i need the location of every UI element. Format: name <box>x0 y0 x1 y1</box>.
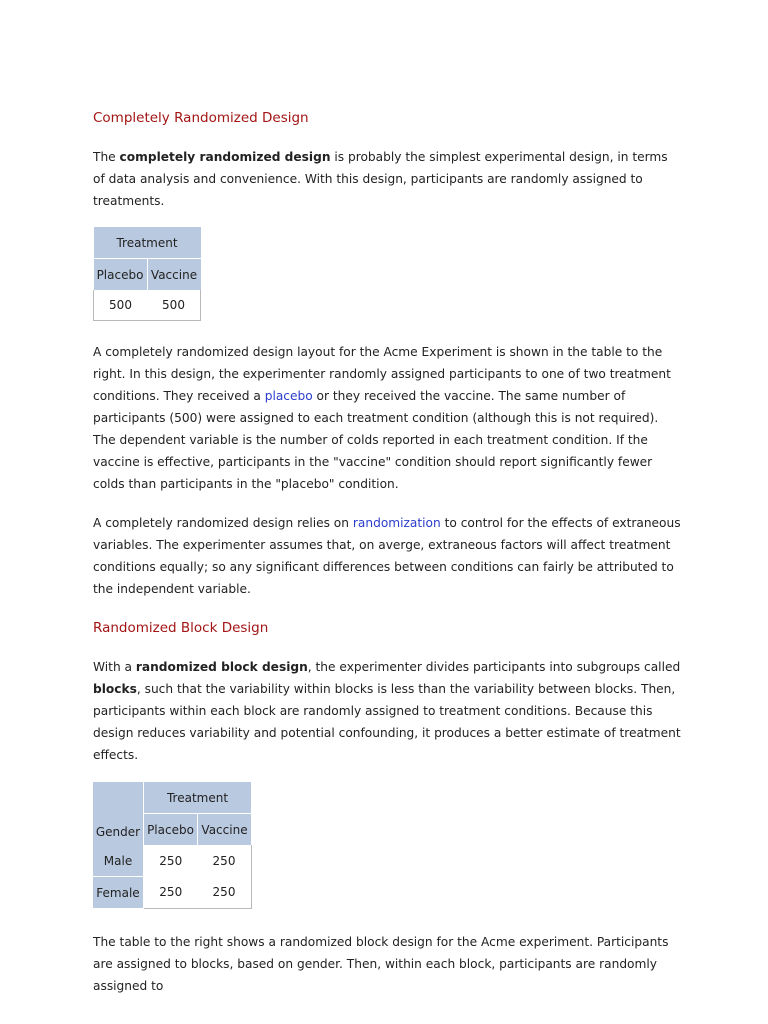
table-col-header-vaccine: Vaccine <box>147 259 201 291</box>
placebo-link[interactable]: placebo <box>264 389 313 403</box>
document-content <box>93 108 683 997</box>
section-heading-randomized-block: Randomized Block Design <box>93 620 269 636</box>
table-cell: 500 <box>147 290 201 321</box>
table-group-header: Treatment <box>94 227 201 259</box>
paragraph-layout-description <box>93 341 683 495</box>
table-cell: 250 <box>198 877 252 909</box>
text: , the experimenter divides participants into subgroups called <box>307 660 681 674</box>
text: With a <box>93 660 136 674</box>
paragraph-block-intro <box>93 656 683 766</box>
table-row <box>93 845 251 877</box>
table-row-header-gender: Gender <box>93 782 144 845</box>
table-group-header: Treatment <box>144 782 252 814</box>
text: is probably the simplest experimental design, in terms of data analysis and convenience. With this design, participants are randomly assigned to treatments. <box>93 150 668 208</box>
table-cell: 250 <box>159 853 183 868</box>
bold-term: completely randomized design <box>119 150 331 164</box>
table-cell: 500 <box>94 290 148 321</box>
treatment-table <box>93 227 201 321</box>
table-col-header-placebo: Placebo <box>144 814 198 846</box>
text: A completely randomized design relies on <box>93 516 353 530</box>
paragraph-intro <box>93 146 683 212</box>
table-cell: 250 <box>144 877 198 909</box>
text: A completely randomized design layout for the Acme Experiment is shown in the table to the right. In this design, the experimenter randomly assigned participants to one of two treatment conditions. They received a <box>93 345 671 403</box>
text: to control for the effects of extraneous variables. The experimenter assumes that, on averge, extraneous factors will affect treatment conditions equally; so any significant differences between conditions can fairly be attributed to the independent variable. <box>93 516 681 596</box>
table-row <box>93 877 251 909</box>
table-row-label: Female <box>93 877 144 909</box>
text: or they received the vaccine. The same number of participants (500) were assigned to each treatment condition (although this is not required). The dependent variable is the number of colds reported in each treatment condition. If the vaccine is effective, participants in the "vaccine" condition should report significantly fewer colds than participants in the "placebo" condition. <box>93 389 659 491</box>
table-col-header-placebo: Placebo <box>94 259 148 291</box>
table-cell: 250 <box>198 845 252 877</box>
paragraph-block-table-description: The table to the right shows a randomized block design for the Acme experiment. Participants are assigned to blocks, based on gender. Then, within each block, participants are randomly assigned to <box>93 934 669 993</box>
paragraph-randomization <box>93 512 683 600</box>
table-row-label: Male <box>93 845 144 877</box>
table-col-header-vaccine: Vaccine <box>198 814 252 846</box>
randomization-link[interactable]: randomization <box>352 516 441 530</box>
text: , such that the variability within blocks is less than the variability between blocks. Then, participants within each block are randomly assigned to treatment conditions. Because this design reduces variability and potential confounding, it produces a better estimate of treatment effects. <box>93 682 681 762</box>
bold-term: blocks <box>93 682 137 696</box>
bold-term: randomized block design <box>135 660 308 674</box>
block-design-table <box>93 782 252 909</box>
section-heading-completely-randomized: Completely Randomized Design <box>93 110 309 126</box>
text: The <box>93 150 120 164</box>
